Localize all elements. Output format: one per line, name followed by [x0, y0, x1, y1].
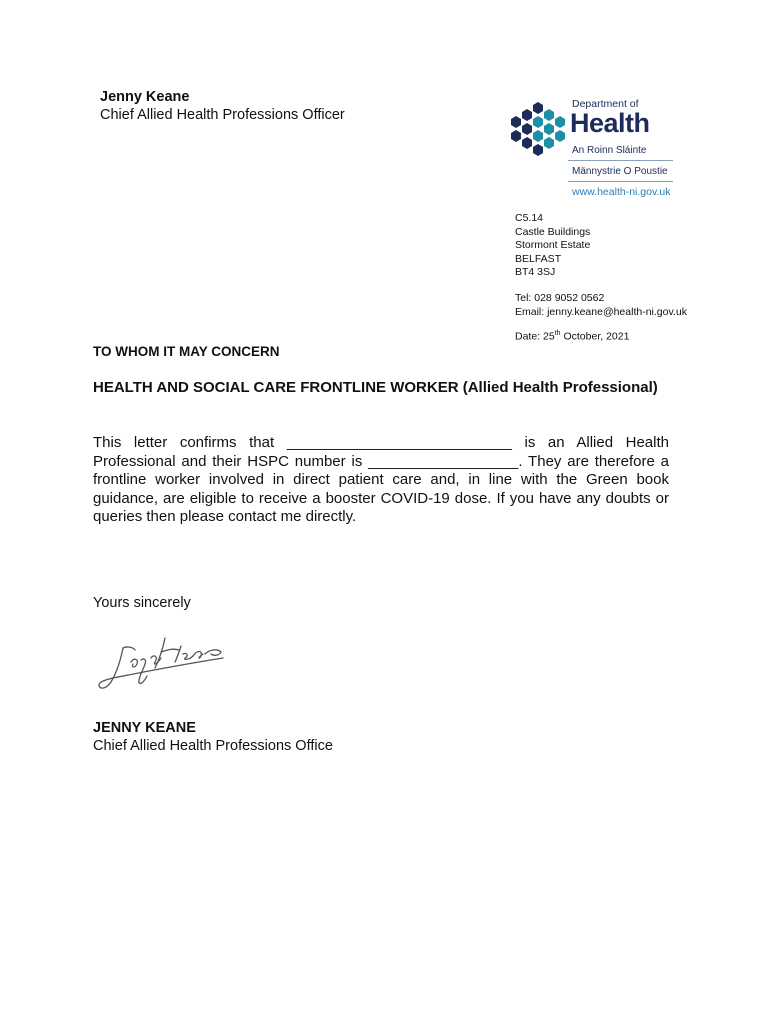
logo-department-of: Department of: [572, 98, 639, 110]
hexagon-cluster-icon: [510, 100, 566, 160]
logo-website-link[interactable]: www.health-ni.gov.uk: [572, 186, 671, 198]
logo-health: Health: [570, 108, 650, 138]
signatory-name: JENNY KEANE: [93, 720, 196, 736]
letter-date: [515, 330, 629, 343]
address-postcode: BT4 3SJ: [515, 266, 556, 278]
date-prefix: Date: 25: [515, 330, 555, 343]
sender-name: Jenny Keane: [100, 89, 190, 105]
signatory-title: Chief Allied Health Professions Office: [93, 738, 333, 754]
address-city: BELFAST: [515, 252, 562, 265]
address-room: C5.14: [515, 212, 544, 224]
contact-email[interactable]: Email: jenny.keane@health-ni.gov.uk: [515, 306, 687, 318]
contact-tel: Tel: 028 9052 0562: [515, 292, 605, 304]
logo-ulster-scots-name: Männystrie O Poustie: [572, 166, 668, 177]
date-ordinal: th: [554, 330, 561, 337]
closing: Yours sincerely: [93, 595, 191, 611]
contact-block: [515, 291, 687, 319]
address-estate: Stormont Estate: [515, 239, 591, 251]
department-of-health-logo: [510, 98, 685, 208]
date-rest: October, 2021: [560, 330, 630, 343]
salutation: TO WHOM IT MAY CONCERN: [93, 344, 280, 359]
sender-block: [100, 88, 345, 124]
handwritten-signature: [93, 628, 253, 700]
address-building: Castle Buildings: [515, 225, 591, 238]
logo-divider: [568, 181, 673, 182]
letter-body: This letter confirms that ___________________________ is an Allied Health Professional and their HSPC number is __________________. They are therefore a frontline worker involved in direct patient care and, in line with the Green book guidance, are eligible to receive a booster COVID-19 dose. If you have any doubts or queries then please contact me directly.: [93, 434, 669, 525]
logo-irish-name: An Roinn Sláinte: [572, 145, 647, 156]
address-block: [515, 212, 590, 280]
logo-divider: [568, 160, 673, 161]
sender-title: Chief Allied Health Professions Officer: [100, 107, 345, 123]
letter-subject: HEALTH AND SOCIAL CARE FRONTLINE WORKER (Allied Health Professional): [93, 379, 658, 396]
